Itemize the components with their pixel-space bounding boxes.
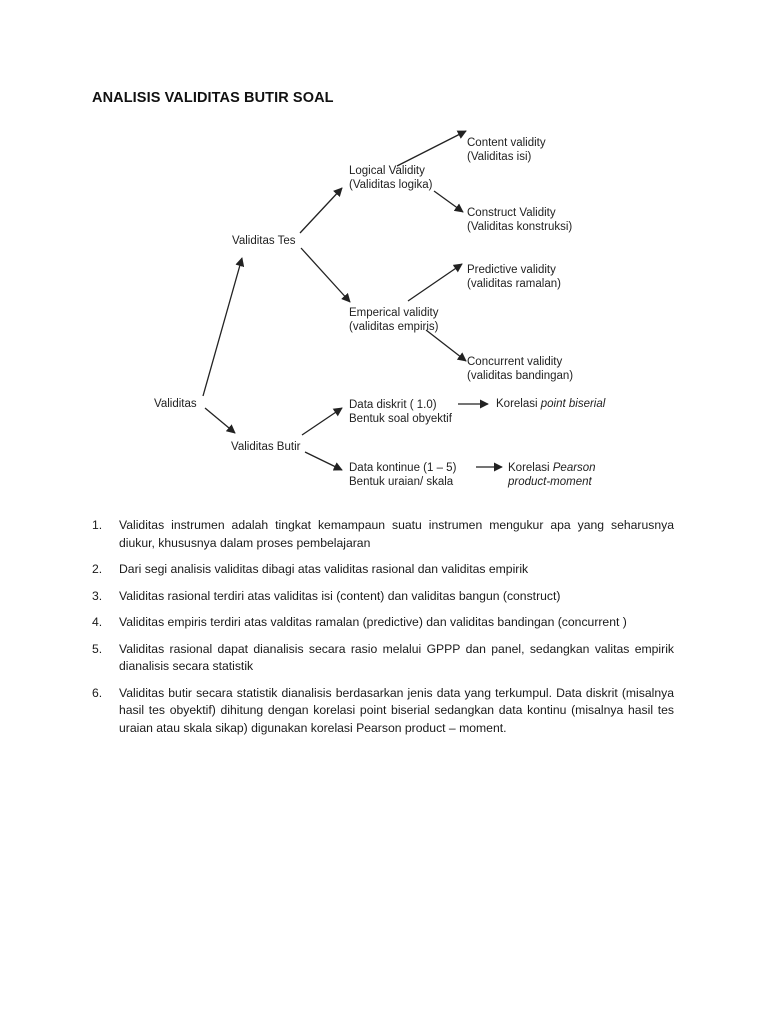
construct-line2: (Validitas konstruksi) <box>467 221 573 233</box>
emperical-line2: (validitas empiris) <box>349 321 439 333</box>
list-item-number: 4. <box>92 615 103 629</box>
list-item-text: Validitas rasional terdiri atas validitas isi (content) dan validitas bangun (construct) <box>119 588 561 603</box>
node-concurrent-validity <box>467 355 573 383</box>
arrow-butir-to-diskrit <box>302 408 342 435</box>
node-content-validity <box>467 136 546 164</box>
korelasi-pb-prefix: Korelasi <box>496 398 541 410</box>
node-validitas: Validitas <box>154 398 197 410</box>
node-logical-validity <box>349 164 433 192</box>
arrow-validitas-to-butir <box>205 408 235 433</box>
list-item-number: 2. <box>92 562 103 576</box>
arrow-tes-to-emperical <box>301 248 350 302</box>
node-emperical-validity <box>349 306 438 334</box>
node-validitas-tes: Validitas Tes <box>232 235 296 247</box>
concurrent-line2: (validitas bandingan) <box>467 370 574 382</box>
list-item <box>92 588 674 606</box>
list-item <box>92 561 674 579</box>
content-line1: Content validity <box>467 137 546 149</box>
node-construct-validity <box>467 206 572 234</box>
korelasi-pearson-prefix: Korelasi <box>508 462 553 474</box>
list-item <box>92 517 674 552</box>
list-item-text: Validitas instrumen adalah tingkat kemampaun suatu instrumen mengukur apa yang seharusnya diukur, khususnya dalam proses pembelajaran <box>119 518 674 550</box>
logical-line2: (Validitas logika) <box>349 179 433 191</box>
diskrit-line1: Data diskrit ( 1.0) <box>349 399 437 411</box>
list-item-number: 5. <box>92 641 103 656</box>
list-item <box>92 614 674 632</box>
korelasi-pearson-italic2: product-moment <box>508 476 592 488</box>
list-item-text: Validitas butir secara statistik dianalisis berdasarkan jenis data yang terkumpul. Data diskrit (misalnya hasil tes obyektif) dihitung dengan korelasi point biserial sedangkan data kontinu (misalnya hasil tes uraian atau skala sikap) digunakan korelasi Pearson product – moment. <box>119 685 674 735</box>
list-item <box>92 685 674 738</box>
arrow-tes-to-logical <box>300 188 342 233</box>
arrow-emperical-to-predictive <box>408 264 462 301</box>
node-validitas-butir: Validitas Butir <box>231 441 301 453</box>
predictive-line1: Predictive validity <box>467 264 556 276</box>
list-item-text: Validitas empiris terdiri atas valditas ramalan (predictive) dan validitas bandingan (concurrent ) <box>119 615 627 629</box>
list-item-text: Dari segi analisis validitas dibagi atas validitas rasional dan validitas empirik <box>119 562 529 576</box>
arrow-validitas-to-tes <box>203 258 242 396</box>
list-item-text: Validitas rasional dapat dianalisis secara rasio melalui GPPP dan panel, sedangkan valitas empirik dianalisis secara statistik <box>119 641 674 673</box>
predictive-line2: (validitas ramalan) <box>467 278 561 290</box>
construct-line1: Construct Validity <box>467 207 556 219</box>
kontinue-line1: Data kontinue (1 – 5) <box>349 462 457 474</box>
arrow-logical-to-content <box>397 131 466 166</box>
node-data-kontinue <box>349 461 456 489</box>
logical-line1: Logical Validity <box>349 165 425 177</box>
list-item <box>92 641 674 676</box>
arrow-butir-to-kontinue <box>305 452 342 470</box>
korelasi-pearson-italic1: Pearson <box>552 462 596 474</box>
concurrent-line1: Concurrent validity <box>467 356 563 368</box>
diskrit-line2: Bentuk soal obyektif <box>349 413 452 425</box>
emperical-line1: Emperical validity <box>349 307 439 319</box>
node-data-diskrit <box>349 398 452 426</box>
node-predictive-validity <box>467 263 561 291</box>
list-item-number: 6. <box>92 685 103 700</box>
arrow-logical-to-construct <box>434 191 463 212</box>
kontinue-line2: Bentuk uraian/ skala <box>349 476 454 488</box>
node-korelasi-pearson <box>508 461 596 489</box>
list-item-number: 3. <box>92 588 103 603</box>
list-item-number: 1. <box>92 518 103 532</box>
numbered-list <box>92 517 674 746</box>
node-korelasi-point-biserial <box>496 397 605 411</box>
arrow-emperical-to-concurrent <box>426 330 466 361</box>
page-title: ANALISIS VALIDITAS BUTIR SOAL <box>92 90 334 106</box>
content-line2: (Validitas isi) <box>467 151 532 163</box>
korelasi-pb-italic: point biserial <box>540 398 606 410</box>
